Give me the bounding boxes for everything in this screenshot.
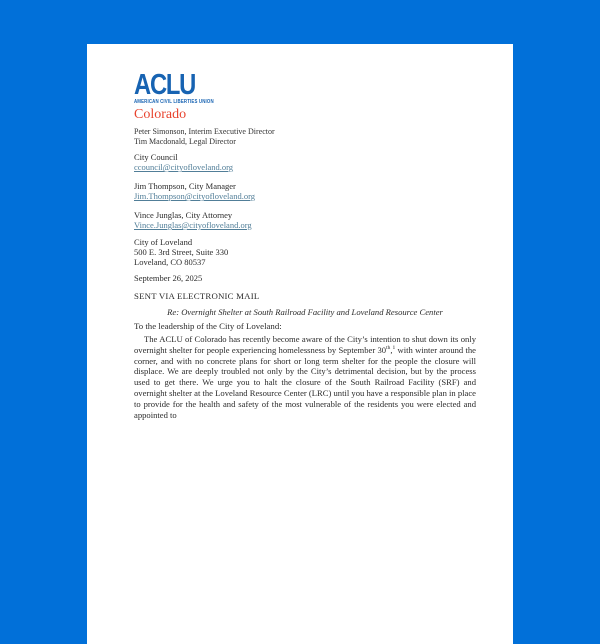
footnote-reference: 1 [392,344,396,351]
body-text-part1: The ACLU of Colorado has recently become aware of the City’s intention to shut down its only overnight shelter for people experiencing homelessness by September 30 [134,334,476,355]
recipient-name: City Council [134,152,178,162]
recipient-email-link[interactable]: Vince.Junglas@cityofloveland.org [134,220,252,230]
re-subject-line: Re: Overnight Shelter at South Railroad Facility and Loveland Resource Center [167,307,443,317]
recipient-city-manager [134,181,476,201]
staff-line-executive-director: Peter Simonson, Interim Executive Director [134,127,275,136]
body-comma: , [390,344,393,355]
address-org: City of Loveland [134,237,193,247]
ordinal-superscript: th [386,344,391,351]
recipient-name: Vince Junglas, City Attorney [134,210,233,220]
recipient-city-attorney [134,210,476,230]
address-street: 500 E. 3rd Street, Suite 330 [134,247,229,257]
letter-date: September 26, 2025 [134,273,203,283]
recipient-city-council [134,152,476,172]
body-text-part2: with winter around the corner, and with no concrete plans for short or long term shelter for the people the closure will displace. We are deeply troubled not only by the City’s detrimental decision, but by the process used to get there. We urge you to halt the closure of the South Railroad Facility (SRF) and overnight shelter at the Loveland Resource Center (LRC) until you have a responsible plan in place to provide for the health and safety of the most vulnerable of the residents you were elected and appointed to [134,344,476,420]
recipient-email-link[interactable]: Jim.Thompson@cityofloveland.org [134,191,255,201]
mailing-address [134,237,476,267]
recipient-email-link[interactable]: ccouncil@cityofloveland.org [134,162,234,172]
delivery-method: SENT VIA ELECTRONIC MAIL [134,291,260,301]
aclu-logo [134,69,476,122]
salutation: To the leadership of the City of Loveland: [134,321,282,331]
recipient-name: Jim Thompson, City Manager [134,181,236,191]
address-city-state-zip: Loveland, CO 80537 [134,257,206,267]
letter-page [87,44,513,644]
staff-line-legal-director: Tim Macdonald, Legal Director [134,137,236,146]
recipient-list [134,152,476,230]
aclu-logo-wordmark: ACLU [134,69,196,101]
affiliate-name: Colorado [134,107,187,122]
body-paragraph [134,334,476,420]
staff-directors [134,127,476,147]
aclu-logo-subtext: AMERICAN CIVIL LIBERTIES UNION [134,99,214,105]
